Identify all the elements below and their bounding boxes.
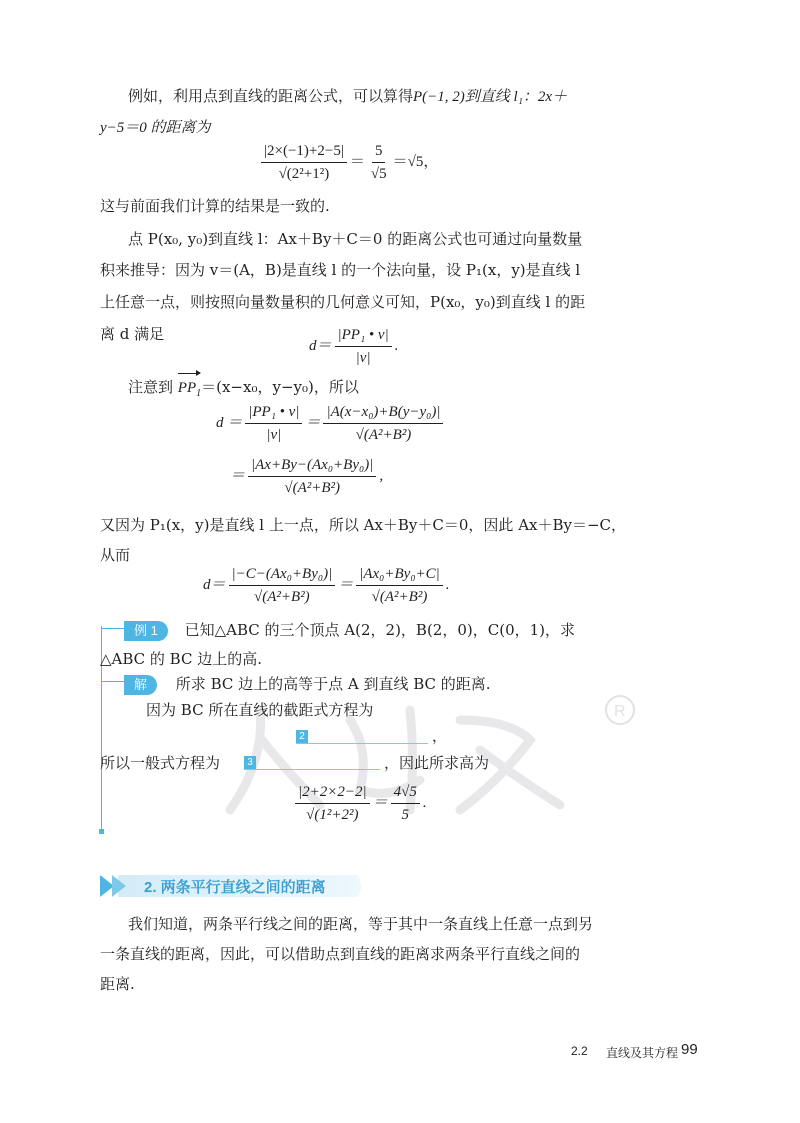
paragraph-line: 所以一般式方程为 [100,754,221,772]
paragraph-line: ，因此所求高为 [384,754,490,772]
paragraph-line: 点 P(x₀, y₀)到直线 l：Ax＋By＋C＝0 的距离公式也可通过向量数量 [128,230,583,248]
footer-chapter-title: 直线及其方程 [606,1046,679,1060]
paragraph-line: 这与前面我们计算的结果是一致的. [100,197,330,215]
page-number: 99 [681,1041,698,1058]
paragraph-line: 离 d 满足 [100,325,165,343]
paragraph-line: 距离. [100,975,135,993]
footer-chapter-number: 2.2 [571,1044,588,1058]
example-tag: 例 1 [124,621,168,641]
solution-line: 解 所求 BC 边上的高等于点 A 到直线 BC 的距离. [124,671,491,697]
section-header [100,873,362,899]
vector-pp1: $PP_1$ [178,375,201,407]
example-rail-tick [101,628,125,629]
blank-2-comma: ， [432,727,448,745]
blank-number-2: 2 [296,730,308,743]
solution-rail-tick [101,681,125,682]
paragraph-line: 上任意一点，则按照向量数量积的几何意义可知，P(x₀，y₀)到直线 l 的距 [100,293,586,311]
svg-text:R: R [614,703,626,720]
distance-vector-formula: d＝ $\frac{\text{|PP₁ • v|}}{|v|}$ . [309,327,399,366]
answer-blank-2[interactable] [296,743,428,744]
distance-formula-final: d＝ $\frac{\text{|−C−(Ax₀+By₀)|}}{\text{√(A²+B²)}}$ ＝ $\frac{\text{|Ax₀+By₀+C|}}{\text{√(A²+B²)}}$ . [203,566,450,605]
example-rail-end [99,829,104,834]
paragraph-line: △ABC 的 BC 边上的高. [100,650,262,668]
paragraph-line: 从而 [100,546,131,564]
blank-number-3: 3 [244,756,256,769]
paragraph-line: 注意到 $PP_1=(x-x_0$，y−y₀)，所以 [128,374,359,407]
solution-tag: 解 [124,675,157,695]
paragraph-line: 我们知道，两条平行线之间的距离，等于其中一条直线上任意一点到另 [128,915,594,933]
paragraph-line: 积来推导：因为 v＝(A，B)是直线 l 的一个法向量，设 P₁(x，y)是直线 l [100,261,581,279]
example-1: 例 1 已知△ABC 的三个顶点 A(2，2)，B(2，0)，C(0，1)，求 [124,617,575,643]
paragraph-line: 一条直线的距离，因此，可以借助点到直线的距离求两条平行直线之间的 [100,945,581,963]
height-result-equation: $\frac{|2+2\times 2-2|}{\text{√(1²+2²)}}$ ＝ $\frac{4√5}{5}$ . [292,783,427,824]
distance-equation-example: $\frac{|2\times(-1)+2-5|}{\text{√(2²+1²)}}$ ＝ $\frac{5}{√5}$ ＝√5， [258,142,438,183]
answer-blank-3[interactable] [244,769,380,770]
distance-derivation-line2: ＝ $\frac{\text{|Ax+By−(Ax₀+By₀)|}}{\text{√(A²+B²)}}$ , [230,457,384,496]
section-title: 2. 两条平行直线之间的距离 [144,879,326,896]
paragraph-line: 又因为 P₁(x，y)是直线 l 上一点，所以 Ax＋By＋C＝0，因此 Ax＋By＝−C， [100,516,627,534]
distance-derivation-line1: d ＝ $\frac{\text{|PP₁ • v|}}{|v|}$ ＝ $\frac{\text{|A(x−x₀)+B(y−y₀)|}}{\text{√(A²+B²)}}$ [216,403,446,444]
paragraph-line: 例如，利用点到直线的距离公式，可以算得P(−1, 2)到直线 l₁：2x＋ [128,87,568,105]
paragraph-line: y−5＝0 的距离为 [100,120,211,136]
paragraph-line: 因为 BC 所在直线的截距式方程为 [146,701,374,719]
